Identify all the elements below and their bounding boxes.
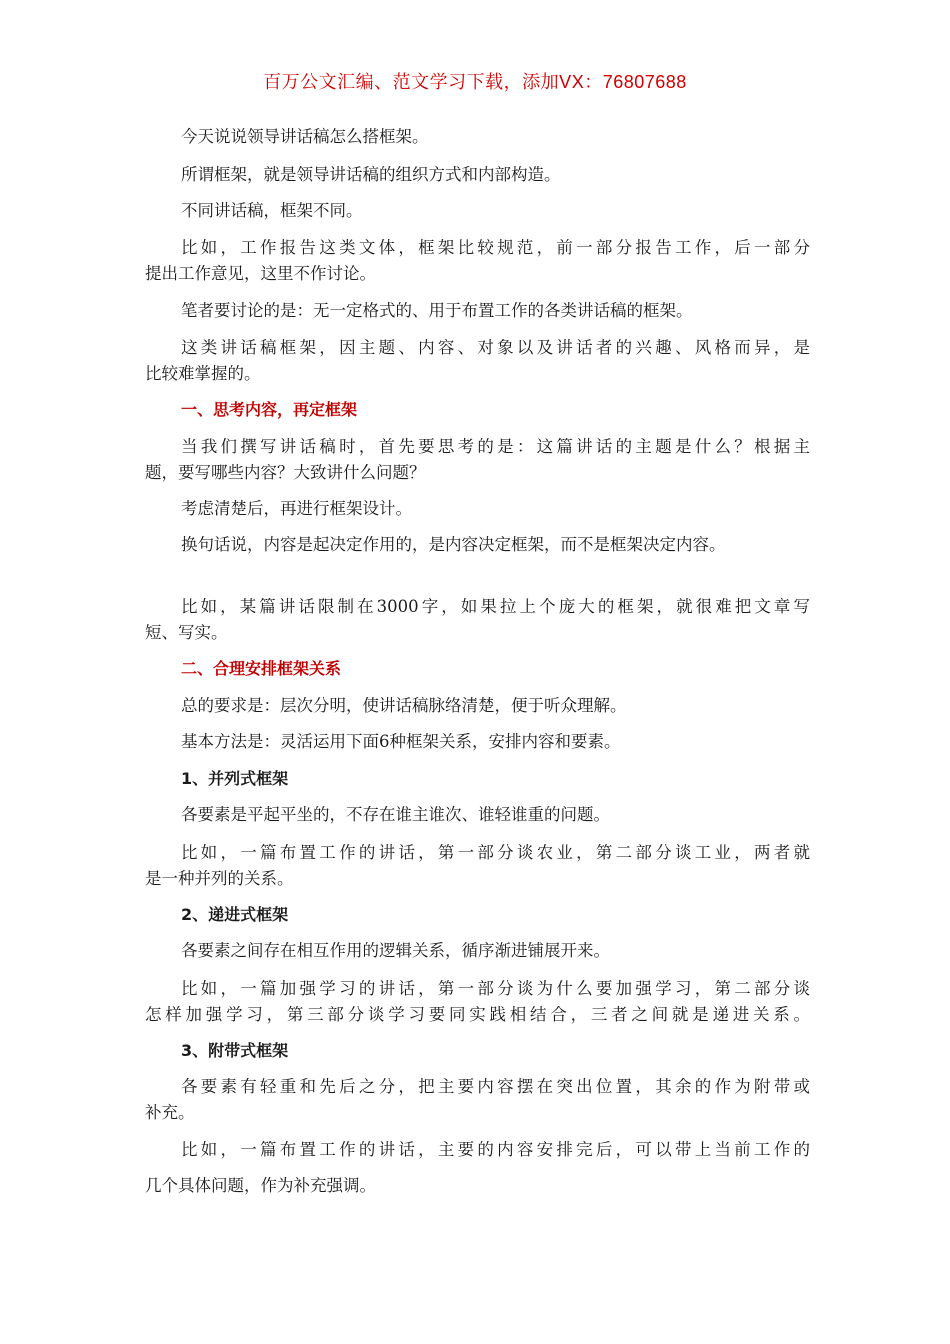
paragraph-parallel-desc: 各要素是平起平坐的，不存在谁主谁次、谁轻谁重的问题。 bbox=[181, 805, 610, 824]
paragraph-attached-example-line1: 比如，一篇布置工作的讲话，主要的内容安排完后，可以带上当前工作的 bbox=[181, 1140, 810, 1159]
paragraph-limit-line1: 比如，某篇讲话限制在3000字，如果拉上个庞大的框架，就很难把文章写 bbox=[181, 597, 810, 616]
paragraph-difference: 不同讲话稿，框架不同。 bbox=[181, 201, 363, 220]
paragraph-think-line2: 题，要写哪些内容？大致讲什么问题？ bbox=[145, 463, 426, 482]
paragraph-progressive-desc: 各要素之间存在相互作用的逻辑关系，循序渐进铺展开来。 bbox=[181, 941, 610, 960]
paragraph-example-line2: 提出工作意见，这里不作讨论。 bbox=[145, 264, 376, 283]
subheading-progressive: 2、递进式框架 bbox=[181, 905, 289, 924]
paragraph-difficulty-line1: 这类讲话稿框架，因主题、内容、对象以及讲话者的兴趣、风格而异，是 bbox=[181, 338, 810, 357]
paragraph-attached-example-line2: 几个具体问题，作为补充强调。 bbox=[145, 1176, 376, 1195]
paragraph-attached-desc-line1: 各要素有轻重和先后之分，把主要内容摆在突出位置，其余的作为附带或 bbox=[181, 1077, 810, 1096]
paragraph-requirement: 总的要求是：层次分明，使讲话稿脉络清楚，便于听众理解。 bbox=[181, 696, 627, 715]
subheading-attached: 3、附带式框架 bbox=[181, 1041, 289, 1060]
paragraph-progressive-example-line2: 怎样加强学习，第三部分谈学习要同实践相结合，三者之间就是递进关系。 bbox=[145, 1005, 810, 1024]
subheading-parallel: 1、并列式框架 bbox=[181, 769, 289, 788]
paragraph-parallel-example-line2: 是一种并列的关系。 bbox=[145, 869, 294, 888]
paragraph-limit-line2: 短、写实。 bbox=[145, 623, 228, 642]
section-heading-2: 二、合理安排框架关系 bbox=[181, 659, 342, 678]
paragraph-progressive-example-line1: 比如，一篇加强学习的讲话，第一部分谈为什么要加强学习，第二部分谈 bbox=[181, 979, 810, 998]
paragraph-example-line1: 比如，工作报告这类文体，框架比较规范，前一部分报告工作，后一部分 bbox=[181, 238, 810, 257]
paragraph-content-decides: 换句话说，内容是起决定作用的，是内容决定框架，而不是框架决定内容。 bbox=[181, 535, 726, 554]
paragraph-definition: 所谓框架，就是领导讲话稿的组织方式和内部构造。 bbox=[181, 165, 561, 184]
paragraph-think-line1: 当我们撰写讲话稿时，首先要思考的是：这篇讲话的主题是什么？根据主 bbox=[181, 437, 810, 456]
paragraph-attached-desc-line2: 补充。 bbox=[145, 1103, 195, 1122]
paragraph-intro: 今天说说领导讲话稿怎么搭框架。 bbox=[181, 127, 429, 146]
paragraph-topic: 笔者要讨论的是：无一定格式的、用于布置工作的各类讲话稿的框架。 bbox=[181, 301, 693, 320]
header-banner: 百万公文汇编、范文学习下载，添加VX：76807688 bbox=[263, 72, 687, 92]
paragraph-parallel-example-line1: 比如，一篇布置工作的讲话，第一部分谈农业，第二部分谈工业，两者就 bbox=[181, 843, 810, 862]
section-heading-1: 一、思考内容，再定框架 bbox=[181, 400, 358, 419]
paragraph-difficulty-line2: 比较难掌握的。 bbox=[145, 364, 261, 383]
paragraph-design: 考虑清楚后，再进行框架设计。 bbox=[181, 499, 412, 518]
paragraph-method: 基本方法是：灵活运用下面6种框架关系，安排内容和要素。 bbox=[181, 732, 621, 751]
